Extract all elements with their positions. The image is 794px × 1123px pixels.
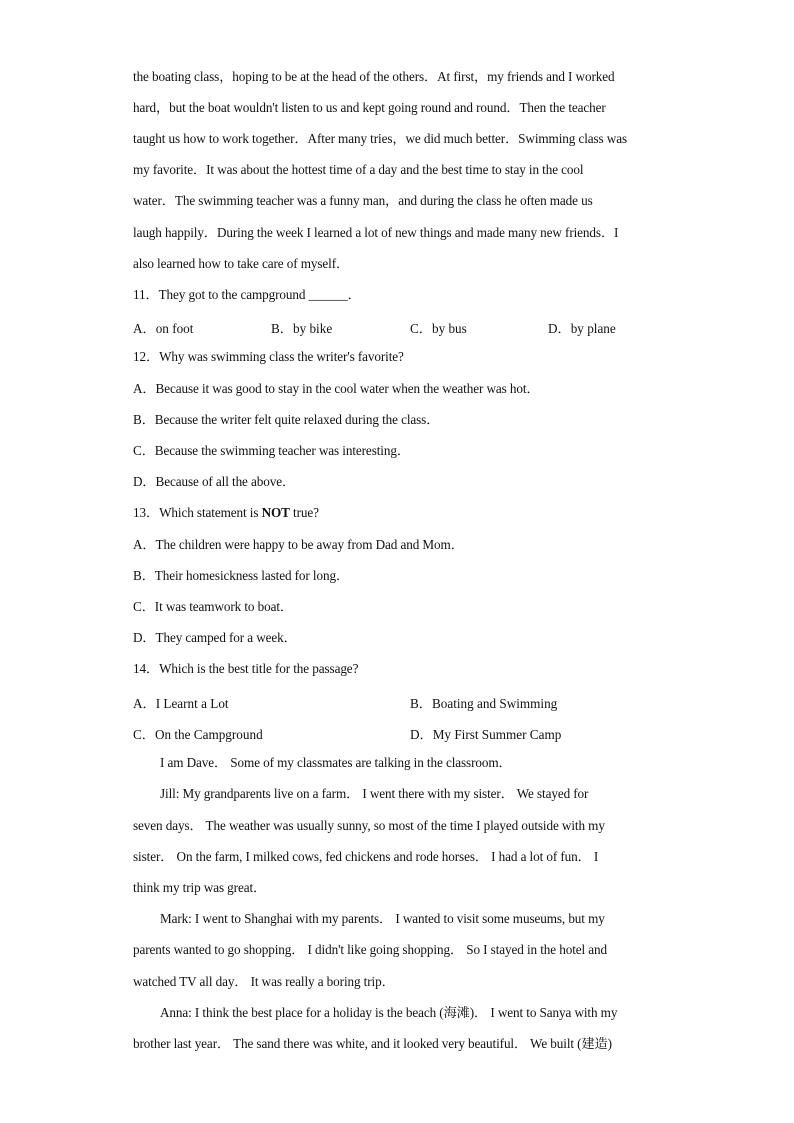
question-13-stem (133, 505, 663, 521)
passage-line: laugh happily．During the week I learned a lot of new things and made many new friends．I (133, 225, 619, 240)
passage2-jill-line: seven days． The weather was usually sunny, so most of the time I played outside with my (133, 818, 605, 833)
q11-option-c: C．by bus (410, 321, 467, 336)
passage2-mark-line: Mark: I went to Shanghai with my parents． I wanted to visit some museums, but my (160, 911, 605, 926)
q13-option-a: A．The children were happy to be away from Dad and Mom． (133, 537, 464, 552)
q11-option-d: D．by plane (548, 321, 616, 336)
q14-option-a: A．I Learnt a Lot (133, 696, 229, 711)
question-12-stem: 12．Why was swimming class the writer's favorite? (133, 349, 404, 364)
passage-line: my favorite．It was about the hottest time of a day and the best time to stay in the cool (133, 162, 584, 177)
passage2-mark-line: watched TV all day． It was really a boring trip． (133, 974, 395, 989)
question-11-stem: 11．They got to the campground ______． (133, 287, 361, 302)
passage-line: hard，but the boat wouldn't listen to us and kept going round and round．Then the teacher (133, 100, 606, 115)
q12-option-b: B．Because the writer felt quite relaxed during the class． (133, 412, 440, 427)
q13-option-b: B．Their homesickness lasted for long． (133, 568, 350, 583)
passage2-jill-line: think my trip was great． (133, 880, 267, 895)
q14-option-d: D．My First Summer Camp (410, 727, 562, 742)
q13-stem-emphasis: NOT (261, 505, 290, 520)
q14-option-c: C．On the Campground (133, 727, 263, 742)
passage2-anna-line: Anna: I think the best place for a holiday is the beach (海滩)． I went to Sanya with my (160, 1005, 618, 1020)
q12-option-c: C．Because the swimming teacher was interesting． (133, 443, 410, 458)
q13-stem-post: true? (289, 505, 319, 520)
passage-line: the boating class，hoping to be at the head of the others．At first，my friends and I worked (133, 69, 615, 84)
passage2-jill-line: Jill: My grandparents live on a farm． I went there with my sister． We stayed for (160, 786, 589, 801)
passage2-intro: I am Dave． Some of my classmates are talking in the classroom． (160, 755, 512, 770)
q12-option-a: A．Because it was good to stay in the cool water when the weather was hot． (133, 381, 540, 396)
passage-line: also learned how to take care of myself． (133, 256, 350, 271)
passage2-jill-line: sister． On the farm, I milked cows, fed chickens and rode horses． I had a lot of fun． I (133, 849, 599, 864)
passage2-mark-line: parents wanted to go shopping． I didn't like going shopping． So I stayed in the hotel and (133, 942, 608, 957)
q11-option-b: B．by bike (271, 321, 333, 336)
question-14-stem: 14．Which is the best title for the passage? (133, 661, 359, 676)
q13-stem-pre: 13．Which statement is (133, 505, 262, 520)
q13-option-c: C．It was teamwork to boat． (133, 599, 294, 614)
passage-line: water．The swimming teacher was a funny man，and during the class he often made us (133, 193, 593, 208)
q12-option-d: D．Because of all the above． (133, 474, 296, 489)
q14-option-b: B．Boating and Swimming (410, 696, 558, 711)
q11-option-a: A．on foot (133, 321, 194, 336)
q13-option-d: D．They camped for a week． (133, 630, 297, 645)
passage-line: taught us how to work together．After many tries，we did much better．Swimming class was (133, 131, 627, 146)
passage2-anna-line: brother last year． The sand there was white, and it looked very beautiful． We built (建造) (133, 1036, 612, 1051)
